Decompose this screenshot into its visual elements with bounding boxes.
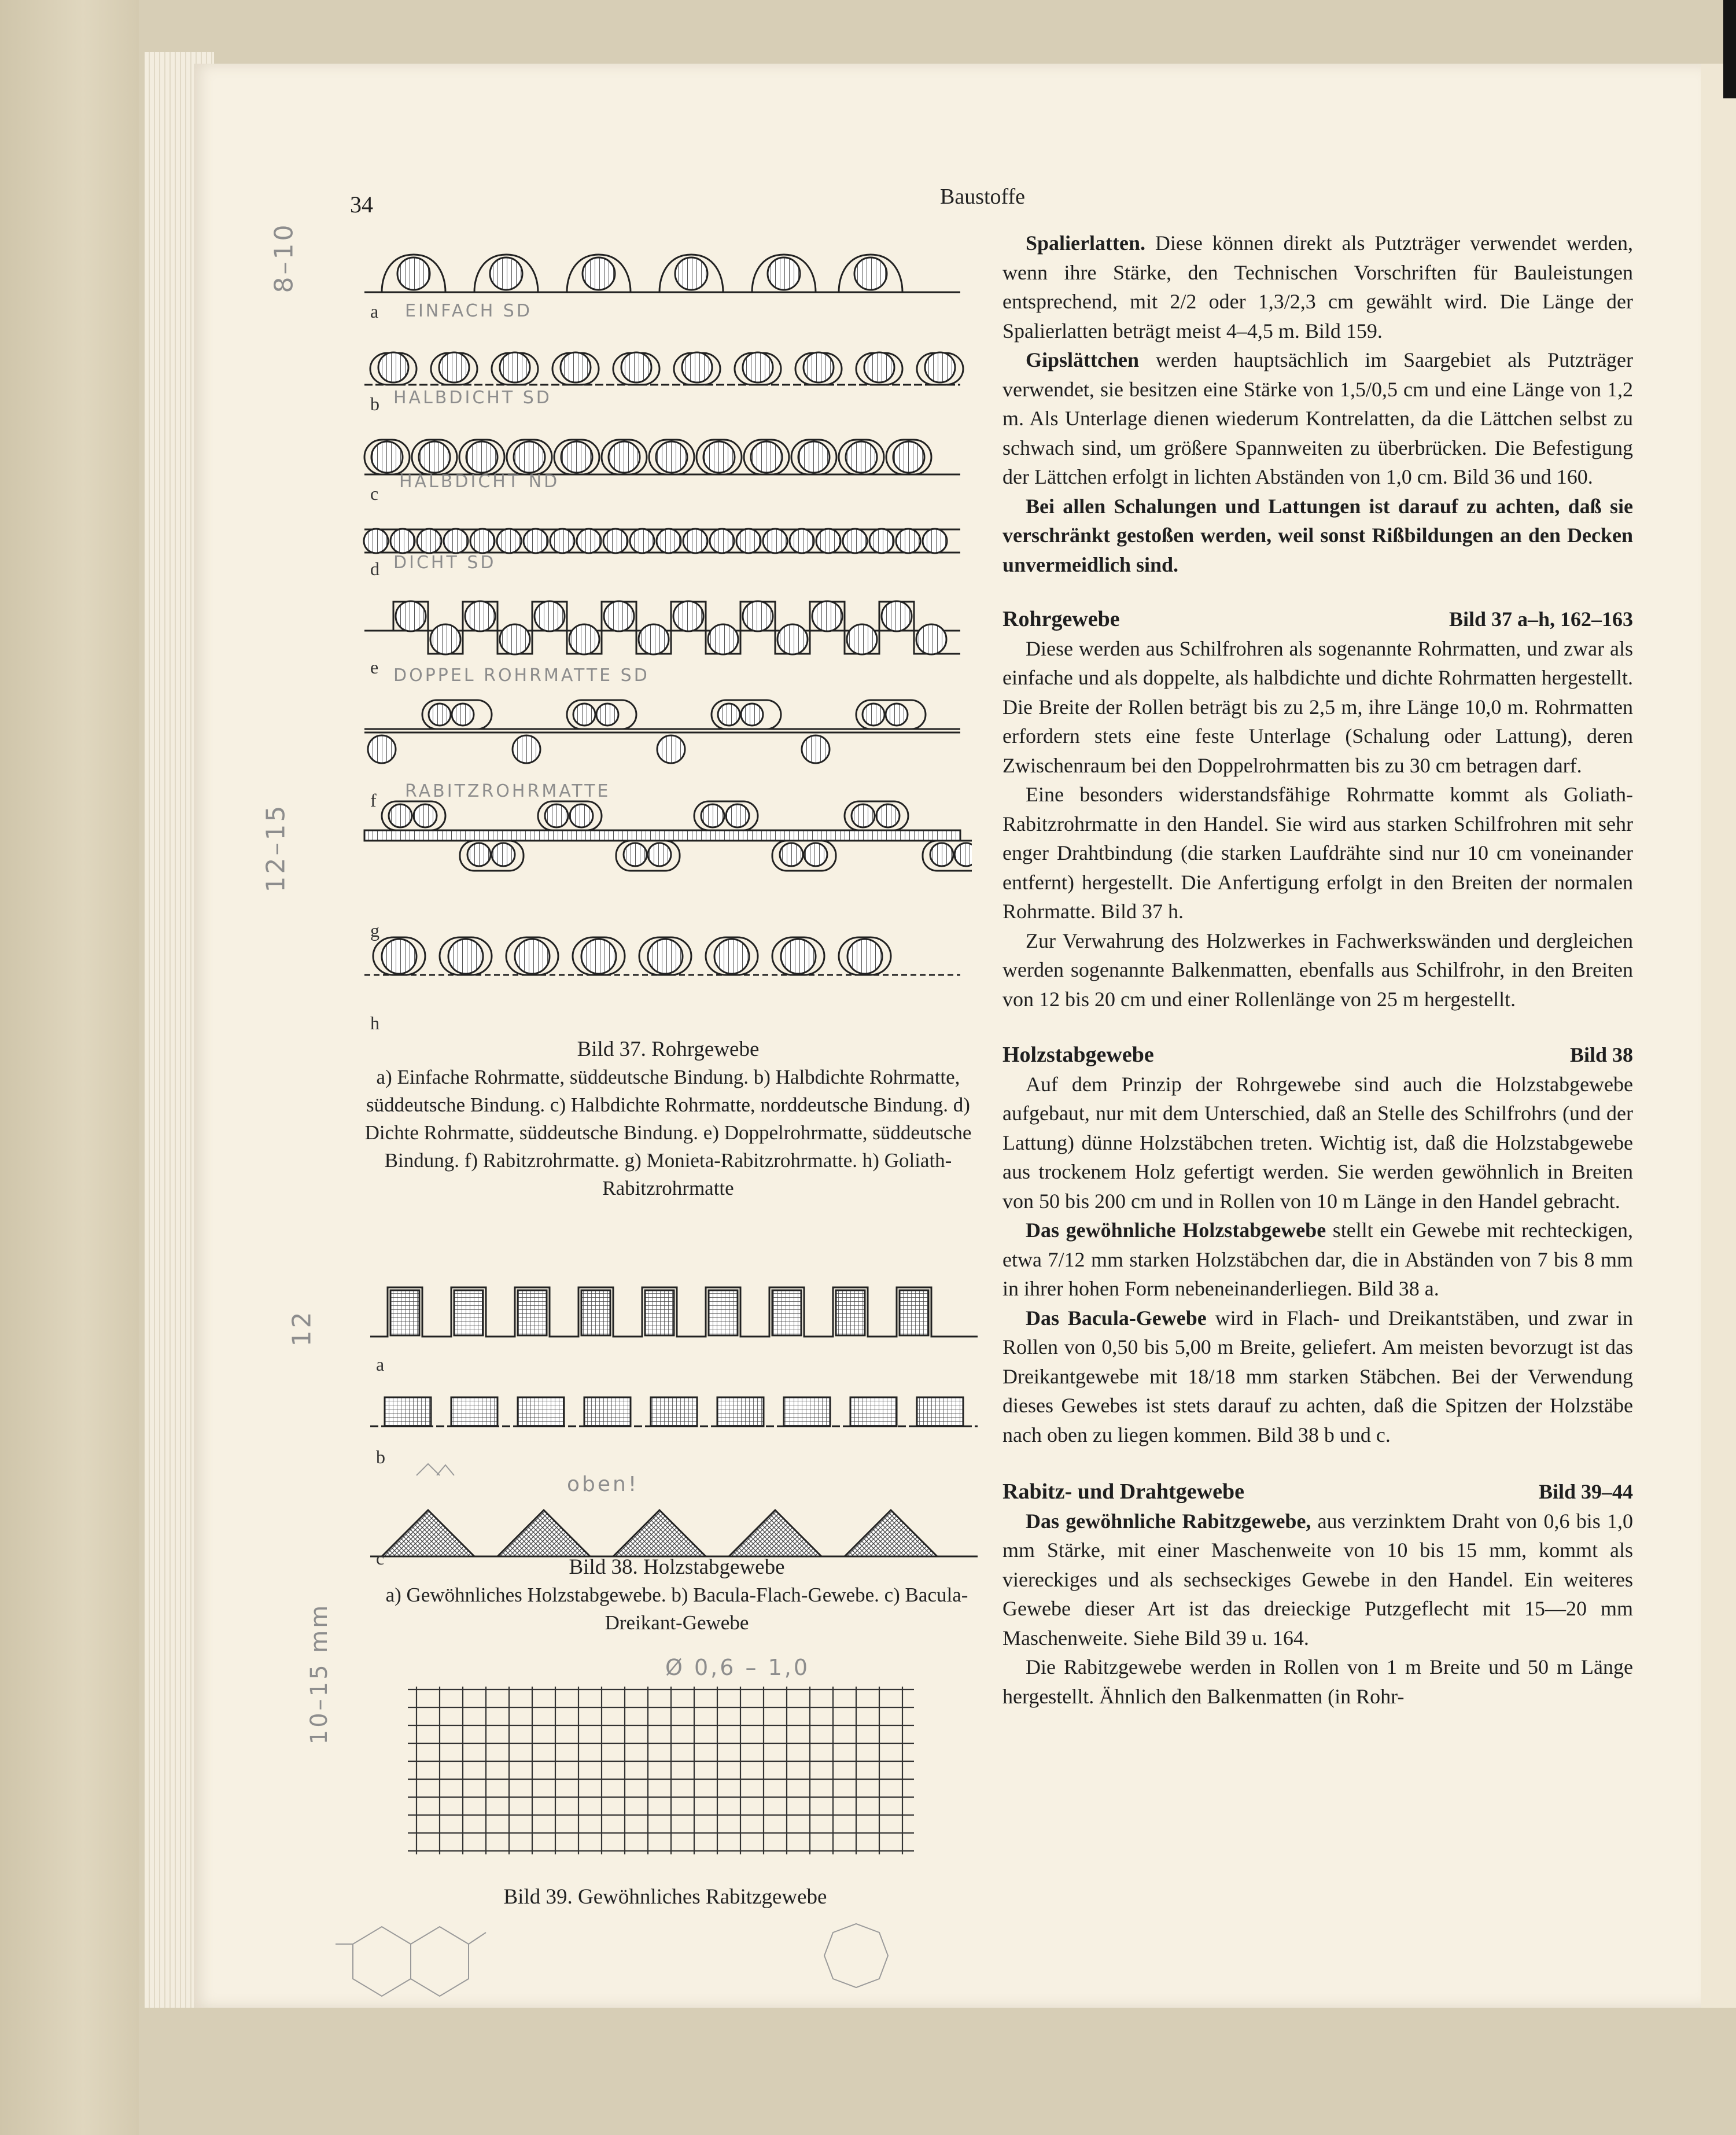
fig37-label-e: e: [370, 657, 379, 678]
pencil-sketches: [336, 1921, 1001, 2008]
text-hinweis: Bei allen Schalungen und Lattungen ist darauf zu achten, daß sie verschränkt gestoßen werden, weil sonst Rißbildungen an den Decken unvermeidlich sind.: [1002, 494, 1633, 576]
figure-37-caption: [350, 1036, 986, 1202]
fig37-label-h: h: [370, 1013, 379, 1033]
figure-38-drawing: [364, 1273, 989, 1580]
section-holzstabgewebe-title: Holzstabgewebe: [1002, 1043, 1154, 1067]
section-holzstabgewebe-heading: [1002, 1040, 1633, 1070]
holz-a: [370, 1287, 978, 1337]
margin-note-3: 12: [287, 1309, 317, 1347]
mat-e-doppel: [364, 601, 960, 654]
pencil-note-a: EINFACH SD: [405, 301, 532, 321]
section-rohrgewebe-ref: Bild 37 a–h, 162–163: [1448, 608, 1633, 631]
holz-c: [370, 1464, 978, 1556]
right-text-column: [1002, 229, 1633, 1711]
page-number: 34: [350, 192, 373, 218]
section-rabitz-heading: [1002, 1477, 1633, 1507]
text-holzstab-3: wird in Flach- und Dreikantstäben, und zwar in Rollen von 0,50 bis 5,00 m Breite, geliefert. Am meisten bevorzugt ist das Dreikantgewebe mit 18/18 mm starken Stäbchen. Bei der Verwendung dieses Gewebes ist stets darauf zu achten, daß die Spitzen der Holzstäbe nach oben zu liegen kommen. Bild 38 b und c.: [1002, 1306, 1634, 1446]
para-rabitz-1: [1002, 1507, 1633, 1653]
margin-note-4: 10–15 mm: [306, 1603, 333, 1745]
para-holzstab-3: [1002, 1304, 1633, 1450]
mat-a-einfach: [364, 255, 960, 292]
section-rabitz-title: Rabitz- und Drahtgewebe: [1002, 1479, 1244, 1504]
figure-37-title: Bild 37. Rohrgewebe: [577, 1037, 760, 1061]
book-spine: [0, 0, 139, 2135]
fig37-label-g: g: [370, 920, 379, 941]
pencil-note-d: DICHT SD: [393, 553, 496, 573]
figure-39-drawing: [405, 1684, 926, 1857]
para-spalierlatten: [1002, 229, 1633, 345]
figure-38-title: Bild 38. Holzstabgewebe: [569, 1555, 785, 1579]
section-rabitz-ref: Bild 39–44: [1538, 1480, 1633, 1503]
section-rohrgewebe-heading: [1002, 605, 1633, 634]
lead-gipslaettchen: Gipslättchen: [1026, 348, 1140, 371]
section-holzstabgewebe-ref: Bild 38: [1569, 1043, 1633, 1066]
mat-g-monieta: [364, 801, 972, 871]
margin-note-1: 8–10: [269, 222, 299, 293]
running-head: Baustoffe: [940, 185, 1026, 209]
fig37-label-c: c: [370, 483, 379, 504]
figure-39-caption: [405, 1883, 926, 1911]
holz-b: [370, 1397, 978, 1426]
figure-37-drawing: [359, 234, 972, 1033]
text-rabitz-1: aus verzinktem Draht von 0,6 bis 1,0 mm Stärke, mit einer Maschenweite von 10 bis 15 mm, kommt als viereckiges und als sechseckiges Gewebe in den Handel. Ein weiteres Gewebe dieser Art ist das dreieckige Putzgeflecht mit 15—20 mm Maschenweite. Siehe Bild 39 u. 164.: [1002, 1509, 1633, 1650]
mat-c-halbdicht-nd: [364, 440, 960, 474]
lead-holzstab-2: Das gewöhnliche Holzstabgewebe: [1026, 1219, 1326, 1242]
fig38-label-c: c: [376, 1548, 385, 1569]
margin-note-2: 12–15: [261, 803, 291, 893]
fig37-label-a: a: [370, 301, 379, 322]
lead-rabitz-1: Das gewöhnliche Rabitzgewebe,: [1026, 1509, 1311, 1533]
para-holzstab-2: [1002, 1216, 1633, 1304]
fig38-label-a: a: [376, 1354, 385, 1375]
para-rabitz-2: Die Rabitzgewebe werden in Rollen von 1 m Breite und 50 m Länge hergestellt. Ähnlich den Balkenmatten (in Rohr-: [1002, 1655, 1633, 1708]
pencil-note-wire: Ø 0,6 – 1,0: [665, 1655, 810, 1680]
mat-f-rabitz: [364, 700, 960, 763]
para-holzstab-1: Auf dem Prinzip der Rohrgewebe sind auch die Holzstabgewebe aufgebaut, nur mit dem Unterschied, daß an Stelle des Schilfrohrs (und der Lattung) dünne Holzstäbchen treten. Wichtig ist, daß die Holzstabgewebe aus trockenem Holz gefertigt werden. Sie werden gewöhnlich in Breiten von 50 bis 200 cm und in Rollen von 10 m Länge in den Handel gebracht.: [1002, 1072, 1633, 1213]
pencil-note-c: HALBDICHT ND: [399, 472, 560, 492]
para-rohrgewebe-3: Zur Verwahrung des Holzwerkes in Fachwerkswänden und dergleichen werden sogenannte Balkenmatten, ebenfalls aus Schilfrohr, in den Breiten von 12 bis 20 cm und einer Rollenlänge von 25 m hergestellt.: [1002, 929, 1633, 1011]
pencil-note-oben: oben!: [567, 1473, 639, 1496]
facing-page-edge: [1701, 64, 1736, 2008]
para-gipslaettchen: [1002, 345, 1633, 492]
text-gipslaettchen: werden hauptsächlich im Saargebiet als Putzträger verwendet, sie besitzen eine Stärke von 1,5/0,5 cm und eine Länge von 1,2 m. Als Unterlage dienen wiederum Kontrelatten, da die Lättchen selbst zu schwach sind, um größere Spannweiten zu überbrücken. Die Befestigung der Lättchen erfolgt in lichten Abständen von 1,0 cm. Bild 36 und 160.: [1002, 348, 1633, 488]
text-spalierlatten: Diese können direkt als Putzträger verwendet werden, wenn ihre Stärke, den Technischen Vorschriften für Bauleistungen entsprechend, mit 2/2 oder 1,3/2,3 cm gewählt wird. Die Länge der Spalierlatten beträgt meist 4–4,5 m. Bild 159.: [1002, 231, 1633, 343]
pencil-note-e: DOPPEL ROHRMATTE SD: [393, 665, 650, 686]
para-rohrgewebe-1: Diese werden aus Schilfrohren als sogenannte Rohrmatten, und zwar als einfache und als doppelte, als halbdichte und dichte Rohrmatten hergestellt. Die Breite der Rollen beträgt bis zu 2,5 m, ihre Länge 10,0 m. Rohrmatten erfordern stets eine feste Unterlage (Schalung oder Lattung), deren Zwischenraum bei den Doppelrohrmatten bis zu 30 cm betragen darf.: [1002, 636, 1634, 777]
mat-h-goliath: [364, 937, 960, 975]
text-holzstab-2: stellt ein Gewebe mit rechteckigen, etwa 7/12 mm starken Holzstäbchen dar, die in Abständen von 7 bis 8 mm in ihrer hohen Form nebeneinanderliegen. Bild 38 a.: [1002, 1219, 1633, 1300]
pencil-note-b: HALBDICHT SD: [393, 388, 552, 408]
fig37-label-d: d: [370, 558, 379, 579]
figure-39-title: Bild 39. Gewöhnliches Rabitzgewebe: [503, 1885, 827, 1909]
para-hinweis: [1002, 492, 1633, 580]
mat-b-halbdicht: [364, 352, 963, 385]
fig38-label-b: b: [376, 1446, 385, 1467]
corner-marker: [1723, 0, 1736, 98]
lead-spalierlatten: Spalierlatten.: [1026, 231, 1145, 255]
figure-38-caption-text: a) Gewöhnliches Holzstabgewebe. b) Bacula-Flach-Gewebe. c) Bacula-Dreikant-Gewebe: [385, 1584, 968, 1634]
pencil-note-f: RABITZROHRMATTE: [405, 781, 611, 801]
mat-d-dicht: [364, 529, 960, 553]
figure-38-caption: [359, 1554, 995, 1637]
para-rohrgewebe-2: Eine besonders widerstandsfähige Rohrmatte kommt als Goliath-Rabitzrohrmatte in den Handel. Sie wird aus starken Schilfrohren mit sehr enger Drahtbindung (die starken Laufdrähte sind nur 10 cm voneinander entfernt) hergestellt. Die Anfertigung erfolgt in den Breiten der normalen Rohrmatte. Bild 37 h.: [1002, 783, 1633, 923]
section-rohrgewebe-title: Rohrgewebe: [1002, 607, 1120, 631]
figure-37-caption-text: a) Einfache Rohrmatte, süddeutsche Bindung. b) Halbdichte Rohrmatte, süddeutsche Bindung. c) Halbdichte Rohrmatte, norddeutsche Bindung. d) Dichte Rohrmatte, süddeutsche Bindung. e) Doppelrohrmatte, süddeutsche Bindung. f) Rabitzrohrmatte. g) Monieta-Rabitzrohrmatte. h) Goliath-Rabitzrohrmatte: [364, 1066, 972, 1199]
fig37-label-b: b: [370, 393, 379, 414]
lead-holzstab-3: Das Bacula-Gewebe: [1026, 1306, 1207, 1330]
fig37-label-f: f: [370, 790, 377, 811]
